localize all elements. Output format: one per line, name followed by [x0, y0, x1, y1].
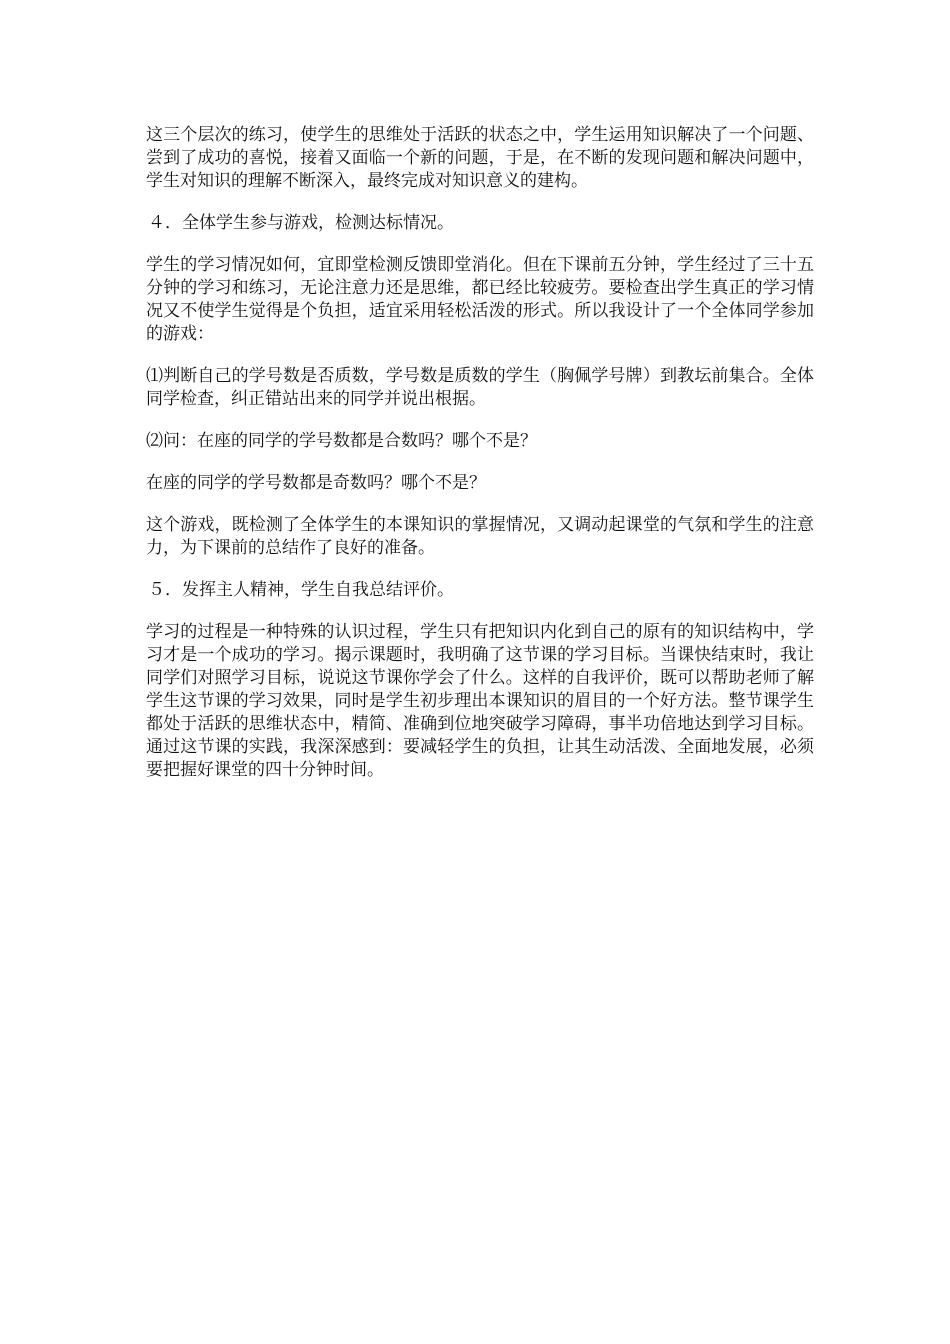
- paragraph-learning-check: 学生的学习情况如何，宜即堂检测反馈即堂消化。但在下课前五分钟，学生经过了三十五分钟的学习和练习，无论注意力还是思维，都已经比较疲劳。要检查出学生真正的学习情况又不使学生觉得是个负担，适宜采用轻松活泼的形式。所以我设计了一个全体同学参加的游戏：: [146, 255, 814, 344]
- paragraph-self-evaluation: 学习的过程是一种特殊的认识过程，学生只有把知识内化到自己的原有的知识结构中，学习才是一个成功的学习。揭示课题时，我明确了这节课的学习目标。当课快结束时，我让同学们对照学习目标，说说这节课你学会了什么。这样的自我评价，既可以帮助老师了解学生这节课的学习效果，同时是学生初步理出本课知识的眉目的一个好方法。整节课学生都处于活跃的思维状态中，精简、准确到位地突破学习障碍，事半功倍地达到学习目标。通过这节课的实践，我深深感到：要减轻学生的负担，让其生动活泼、全面地发展，必须要把握好课堂的四十分钟时间。: [146, 622, 814, 780]
- paragraph-game-summary: 这个游戏，既检测了全体学生的本课知识的掌握情况，又调动起课堂的气氛和学生的注意力，为下课前的总结作了良好的准备。: [146, 515, 814, 558]
- paragraph-game-step-2: ⑵问：在座的同学的学号数都是合数吗？哪个不是？: [146, 431, 537, 451]
- paragraph-game-step-1: ⑴判断自己的学号数是否质数，学号数是质数的学生（胸佩学号牌）到教坛前集合。全体同学检查，纠正错站出来的同学并说出根据。: [146, 366, 814, 409]
- document-page: [146, 124, 814, 801]
- paragraph-exercise-levels: 这三个层次的练习，使学生的思维处于活跃的状态之中，学生运用知识解决了一个问题、尝到了成功的喜悦，接着又面临一个新的问题，于是，在不断的发现问题和解决问题中，学生对知识的理解不断深入，最终完成对知识意义的建构。: [146, 125, 814, 191]
- section-heading-5: ５．发挥主人精神，学生自我总结评价。: [148, 580, 454, 600]
- section-heading-4: ４．全体学生参与游戏，检测达标情况。: [148, 213, 454, 233]
- paragraph-game-step-2b: 在座的同学的学号数都是奇数吗？哪个不是？: [146, 473, 486, 493]
